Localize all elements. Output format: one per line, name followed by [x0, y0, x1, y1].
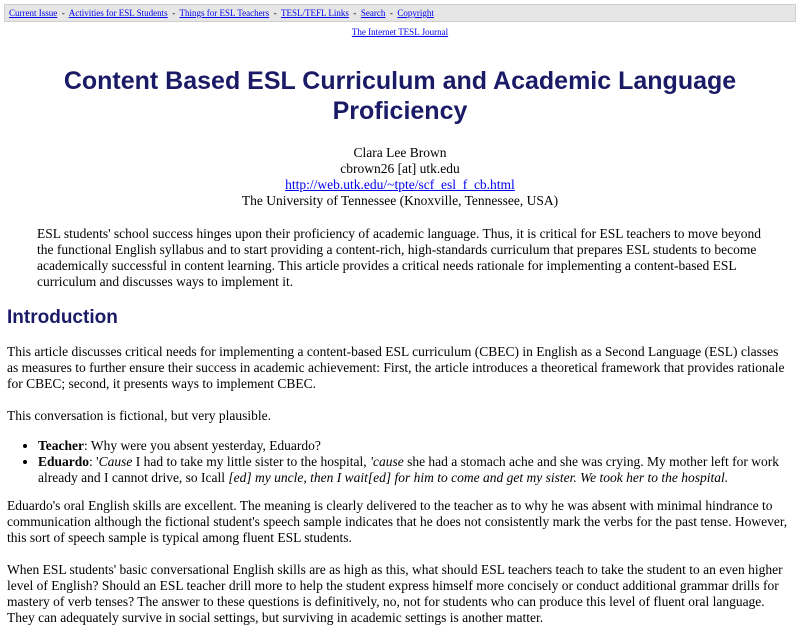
nav-link-tesl-links[interactable]: TESL/TEFL Links: [280, 8, 349, 18]
author-url-link[interactable]: http://web.utk.edu/~tpte/scf_esl_f_cb.html: [285, 177, 515, 192]
journal-home-link[interactable]: The Internet TESL Journal: [351, 27, 449, 37]
article-title: Content Based ESL Curriculum and Academic Language Proficiency: [63, 67, 737, 125]
top-navigation-bar: [4, 4, 796, 22]
eduardo-line-italic: 'cause: [370, 454, 404, 469]
eduardo-line-italic: [ed] my uncle, then I wait[ed] for him to come and get my sister. We took her to the hospital.: [228, 470, 729, 485]
author-affiliation: The University of Tennessee (Knoxville, Tennessee, USA): [241, 193, 559, 208]
eduardo-line-part: : ': [89, 454, 99, 469]
nav-separator: -: [59, 8, 67, 18]
eduardo-line-part: I had to take my little sister to the hospital,: [132, 454, 371, 469]
dialogue-item-eduardo: [38, 454, 793, 486]
abstract: ESL students' school success hinges upon their proficiency of academic language. Thus, it is critical for ESL teachers to move beyond the functional English syllabus and to start providing a content-rich, high-standards curriculum that prepares ESL students to become academically successful in content learning. This article provides a critical needs rationale for implementing a content-based ESL curriculum and discusses ways to implement it.: [37, 226, 761, 289]
dialogue-list: [7, 438, 793, 486]
paragraph-conversation-note: This conversation is fictional, but very plausible.: [7, 408, 271, 423]
paragraph-question: When ESL students' basic conversational English skills are as high as this, what should ESL teachers teach to take the student to an even higher level of English? Should an ESL teacher drill more to help the student express himself more concisely or conduct additional grammar drills for mastery of verb tenses? The answer to these questions is definitively, no, not for students who can produce this level of fluent oral language. They can adequately survive in social settings, but surviving in academic settings is another matter.: [7, 562, 783, 625]
paragraph-intro: This article discusses critical needs for implementing a content-based ESL curriculum (CBEC) in English as a Second Language (ESL) classes as measures to further ensure their success in academic achievement: First, the article introduces a theoretical framework that provides rationale for CBEC; second, it presents ways to implement CBEC.: [7, 344, 785, 391]
eduardo-line-part: she had a stomach ache and she was crying. My mother left for work already and I cannot drive, so Icall: [38, 454, 779, 485]
nav-link-search[interactable]: Search: [360, 8, 386, 18]
nav-separator: -: [271, 8, 279, 18]
speaker-teacher: Teacher: [38, 438, 84, 453]
nav-separator: -: [169, 8, 178, 18]
nav-link-things-for-teachers[interactable]: Things for ESL Teachers: [179, 8, 270, 18]
eduardo-line-italic: Cause: [98, 454, 133, 469]
speaker-eduardo: Eduardo: [38, 454, 90, 469]
nav-separator: -: [387, 8, 396, 18]
nav-link-activities[interactable]: Activities for ESL Students: [68, 8, 168, 18]
nav-link-current-issue[interactable]: Current Issue: [9, 8, 58, 18]
section-heading: Introduction: [7, 307, 118, 328]
dialogue-item-teacher: [38, 438, 793, 454]
journal-header: [0, 27, 800, 37]
author-name: Clara Lee Brown: [353, 145, 447, 160]
teacher-line: : Why were you absent yesterday, Eduardo?: [84, 438, 321, 453]
paragraph-analysis: Eduardo's oral English skills are excellent. The meaning is clearly delivered to the teacher as to why he was absent with minimal hindrance to communication although the fictional student's speech sample indicates that he does not consistently mark the verbs for the past tense. However, this sort of speech sample is typical among fluent ESL students.: [7, 498, 788, 545]
nav-separator: -: [351, 8, 359, 18]
author-email: cbrown26 [at] utk.edu: [340, 161, 460, 176]
nav-link-copyright[interactable]: Copyright: [397, 8, 434, 18]
author-block: [0, 145, 800, 209]
